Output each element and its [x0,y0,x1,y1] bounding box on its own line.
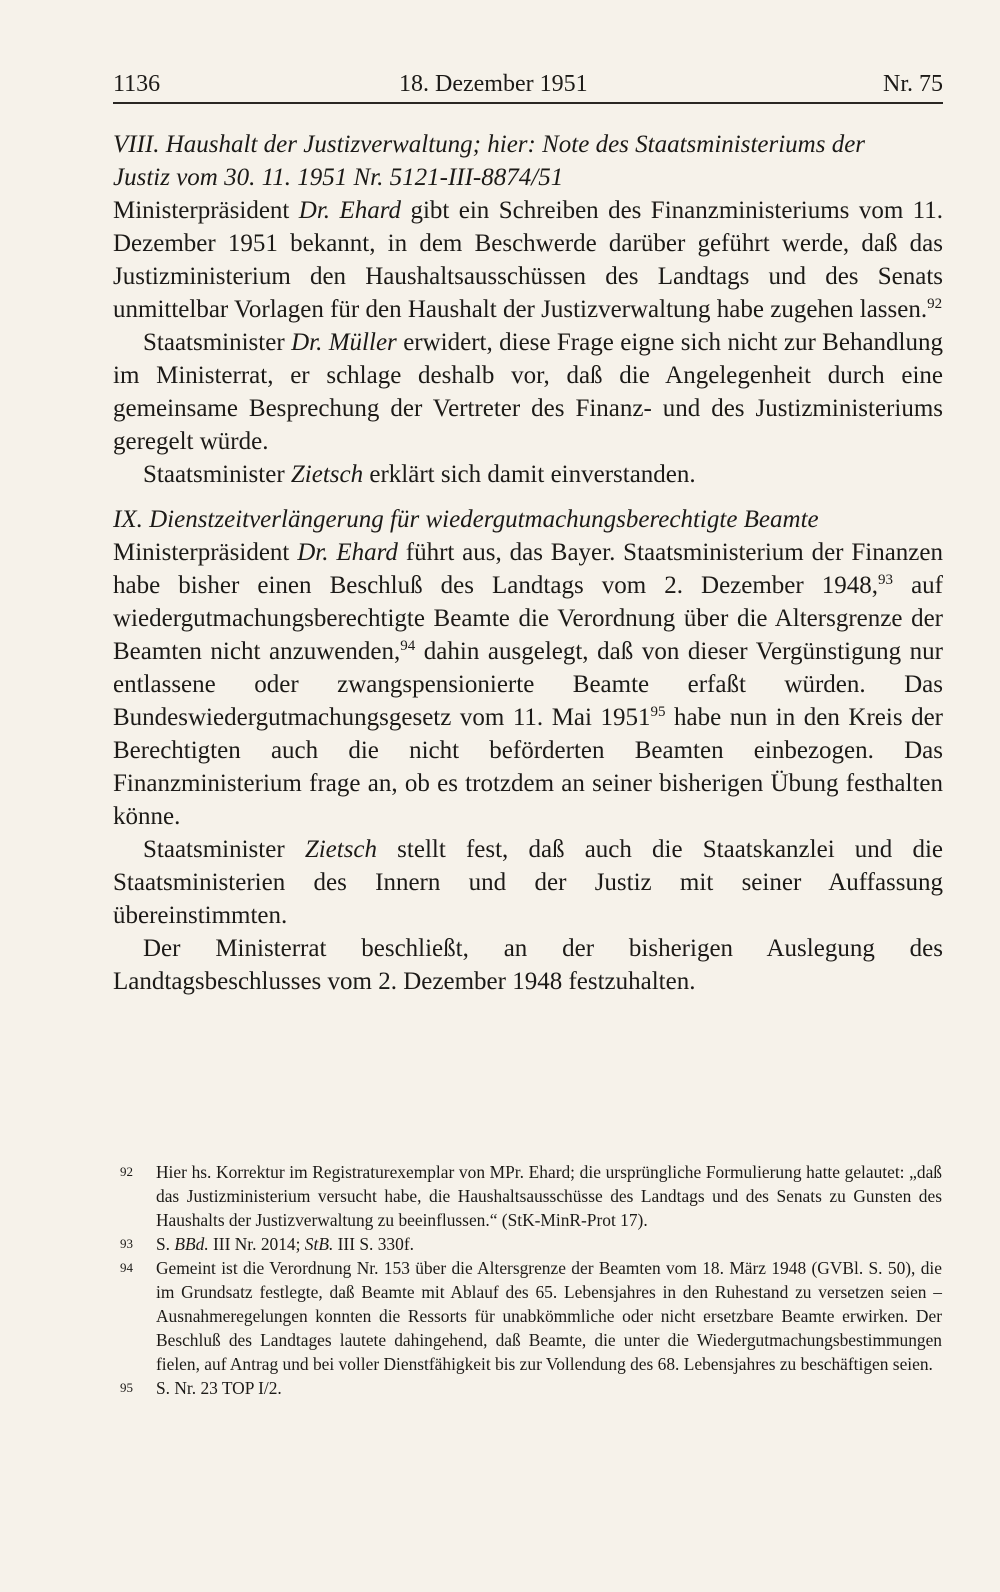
speaker-name: Dr. Ehard [298,197,402,224]
header-date: 18. Dezember 1951 [399,71,588,97]
footnote-number: 92 [120,1164,133,1179]
citation-abbrev: BBd. [174,1234,209,1254]
footnote-94 [120,1256,942,1376]
footnote-text: Gemeint ist die Verordnung Nr. 153 über die Altersgrenze der Beamten vom 18. März 1948 (GVBl. S. 50), die im Grundsatz festlegte, daß Beamte mit Ablauf des 65. Lebensjahres in den Ruhestand zu versetzen seien – Ausnahmeregelungen konnten die Ressorts für unabkömmliche oder nicht ersetzbare Beamte erwirken. Der Beschluß des Landtages lautete dahingehend, daß Beamte, die unter die Wiedergutmachungsbestimmungen fielen, auf Antrag und bei voller Dienstfähigkeit bis zur Vollendung des 68. Lebensjahres zu beschäftigen seien. [156,1258,942,1374]
text-run: gibt ein Schreiben des Finanzministeriums vom 11. Dezember 1951 bekannt, in dem Beschwerde darüber geführt werde, daß das Justizministerium den Haushaltsausschüssen des Landtags und des Senats unmittelbar Vorlagen für den Haushalt der Justizverwaltung habe zugehen lassen. [113,197,943,323]
text-run: Ministerpräsident [113,539,298,566]
text-run: S. [156,1234,175,1254]
text-run: dahin ausgelegt, daß von dieser Vergünstigung nur entlassene oder zwangspensionierte Beamte erfaßt würden. Das Bundeswiedergutmachungsgesetz vom 11. Mai 1951 [113,638,943,731]
paragraph [113,194,943,326]
text-run: III S. 330f. [333,1234,414,1254]
footnote-number: 93 [120,1236,133,1251]
footnote-92 [120,1160,942,1232]
text-run: erklärt sich damit einverstanden. [363,461,696,488]
speaker-name: Dr. Müller [291,329,397,356]
footnote-text: S. Nr. 23 TOP I/2. [156,1378,282,1398]
footnote-95 [120,1376,942,1400]
section-heading-viii [113,128,943,194]
section-heading-ix: IX. Dienstzeitverlängerung für wiedergutmachungsberechtigte Beamte [113,506,819,533]
heading-line-1: VIII. Haushalt der Justizverwaltung; hier: Note des Staatsministeriums der [113,131,866,158]
footnotes [120,1160,942,1400]
footnote-ref-92[interactable]: 92 [927,296,943,312]
running-header [113,62,943,104]
text-run: habe nun in den Kreis der Berechtigten auch die nicht beförderten Beamten einbezogen. Das Finanzministerium frage an, ob es trotzdem an seiner bisherigen Übung festhalten könne. [113,704,943,830]
speaker-name: Zietsch [304,836,378,863]
footnote-ref-93[interactable]: 93 [878,572,894,588]
paragraph [113,536,943,833]
footnote-text: Hier hs. Korrektur im Registraturexemplar von MPr. Ehard; die ursprüngliche Formulierung hatte gelautet: „daß das Justizministerium versucht habe, die Haushaltsausschüsse des Landtags und des Senats zu Gunsten des Haushalts der Justizverwaltung zu beeinflussen.“ (StK-MinR-Prot 17). [156,1162,942,1230]
page-number: 1136 [113,71,161,97]
protocol-number: Nr. 75 [883,71,943,97]
text-run: auf wiedergutmachungsberechtigte Beamte die Verordnung über die Altersgrenze der Beamten nicht anzuwenden, [113,572,944,665]
text-run: Staatsminister [143,836,305,863]
footnote-number: 94 [120,1260,133,1275]
paragraph [113,326,943,458]
footnote-ref-95[interactable]: 95 [650,704,666,720]
text-run: führt aus, das Bayer. Staatsministerium der Finanzen habe bisher einen Beschluß des Landtags vom 2. Dezember 1948, [113,539,943,599]
text-run: Staatsminister [143,461,291,488]
text-run: Ministerpräsident [113,197,299,224]
paragraph [113,458,943,491]
main-text [113,128,943,998]
text-run: III Nr. 2014; [208,1234,305,1254]
citation-abbrev: StB. [304,1234,334,1254]
speaker-name: Dr. Ehard [297,539,398,566]
paragraph: Der Ministerrat beschließt, an der bisherigen Auslegung des Landtagsbeschlusses vom 2. Dezember 1948 festzuhalten. [113,935,943,995]
text-run: erwidert, diese Frage eigne sich nicht zur Behandlung im Ministerrat, er schlage deshalb vor, daß die Angelegenheit durch eine gemeinsame Besprechung der Vertreter des Finanz- und des Justizministeriums geregelt würde. [113,329,943,455]
text-run: Staatsminister [143,329,292,356]
footnote-ref-94[interactable]: 94 [400,638,416,654]
text-run: stellt fest, daß auch die Staatskanzlei und die Staatsministerien des Innern und der Justiz mit seiner Auffassung übereinstimmten. [113,836,943,929]
speaker-name: Zietsch [290,461,364,488]
paragraph [113,833,943,932]
heading-line-2: Justiz vom 30. 11. 1951 Nr. 5121-III-8874/51 [113,164,564,191]
footnote-number: 95 [120,1380,133,1395]
footnote-93 [120,1232,942,1256]
